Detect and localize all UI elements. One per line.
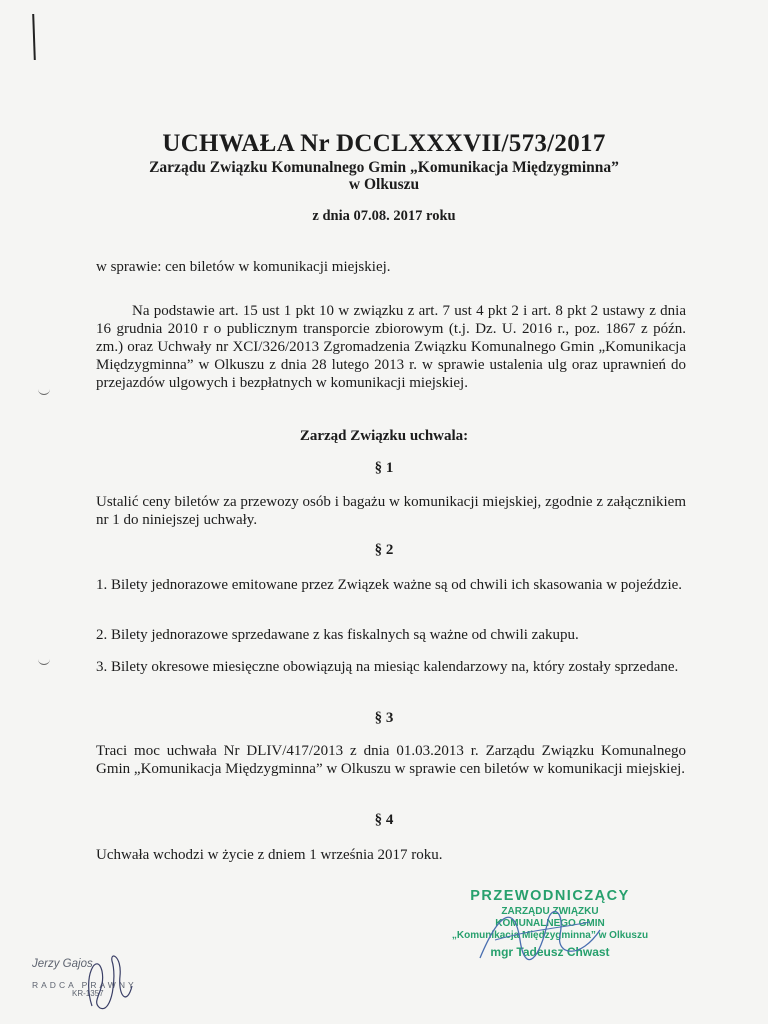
stamp-line-2: KOMUNALNEGO GMIN [495, 918, 605, 929]
item-text: Bilety jednorazowe sprzedawane z kas fiskalnych są ważne od chwili zakupu. [111, 627, 579, 643]
legal-counsel-role: RADCA PRAWNY [32, 980, 137, 990]
item-number: 2. [96, 627, 108, 643]
section-4-heading: § 4 [374, 812, 394, 828]
document-title: UCHWAŁA Nr DCCLXXXVII/573/2017 [162, 130, 606, 157]
chairman-signature [470, 900, 610, 970]
section-1-heading: § 1 [374, 460, 394, 476]
document-preamble: Na podstawie art. 15 ust 1 pkt 10 w związku z art. 7 ust 4 pkt 2 i art. 8 pkt 2 ustawy z dnia 16 grudnia 2010 r o publicznym transporcie zbiorowym (t.j. Dz. U. 2016 r., poz. 1867 z późn. zm.) oraz Uchwały nr XCI/326/2013 Zgromadzenia Związku Komunalnego Gmin „Komunikacja Międzygminna” w Olkuszu z dnia 28 lutego 2013 r. w sprawie ustalenia ulg oraz uprawnień do przejazdów ulgowych i bezpłatnych w komunikacji miejskiej. [96, 303, 686, 391]
subtitle-line-1: Zarządu Związku Komunalnego Gmin „Komunikacja Międzygminna” [149, 159, 619, 176]
item-number: 1. [96, 577, 108, 593]
section-2-item-1 [96, 576, 686, 594]
stamp-name: mgr Tadeusz Chwast [490, 945, 610, 959]
section-3-heading: § 3 [374, 710, 394, 726]
stamp-line-1: ZARZĄDU ZWIĄZKU [501, 906, 599, 917]
item-text: Bilety jednorazowe emitowane przez Związek ważne są od chwili ich skasowania w pojeździe. [111, 577, 683, 593]
document-subtitle [0, 159, 768, 193]
section-3-text: Traci moc uchwała Nr DLIV/417/2013 z dnia 01.03.2013 r. Zarządu Związku Komunalnego Gmin „Komunikacja Międzygminna” w Olkuszu w sprawie cen biletów w komunikacji miejskiej. [96, 743, 686, 777]
document-date: z dnia 07.08. 2017 roku [312, 208, 456, 224]
item-number: 3. [96, 659, 108, 675]
legal-counsel-signature [72, 946, 142, 1016]
scan-mark-top-left [32, 14, 36, 60]
resolves-heading: Zarząd Związku uchwala: [299, 428, 469, 444]
item-text: Bilety okresowe miesięczne obowiązują na miesiąc kalendarzowy na, który zostały sprzedane. [111, 659, 679, 675]
stamp-role: PRZEWODNICZĄCY [470, 888, 630, 904]
document-subject: w sprawie: cen biletów w komunikacji miejskiej. [96, 259, 391, 275]
scan-mark-left-2 [38, 658, 50, 665]
legal-counsel-number: KR-1357 [72, 989, 104, 998]
section-2-heading: § 2 [374, 542, 394, 558]
legal-counsel-name: Jerzy Gajos [32, 958, 93, 970]
section-2-item-3 [96, 658, 686, 676]
scan-mark-left-1 [38, 388, 50, 395]
subtitle-line-2: w Olkuszu [348, 176, 420, 193]
section-1-text: Ustalić ceny biletów za przewozy osób i bagażu w komunikacji miejskiej, zgodnie z załącznikiem nr 1 do niniejszej uchwały. [96, 494, 686, 528]
section-4-text: Uchwała wchodzi w życie z dniem 1 września 2017 roku. [96, 847, 443, 863]
section-2-item-2 [96, 626, 686, 644]
stamp-line-3: „Komunikacja Międzygminna” w Olkuszu [451, 930, 649, 941]
